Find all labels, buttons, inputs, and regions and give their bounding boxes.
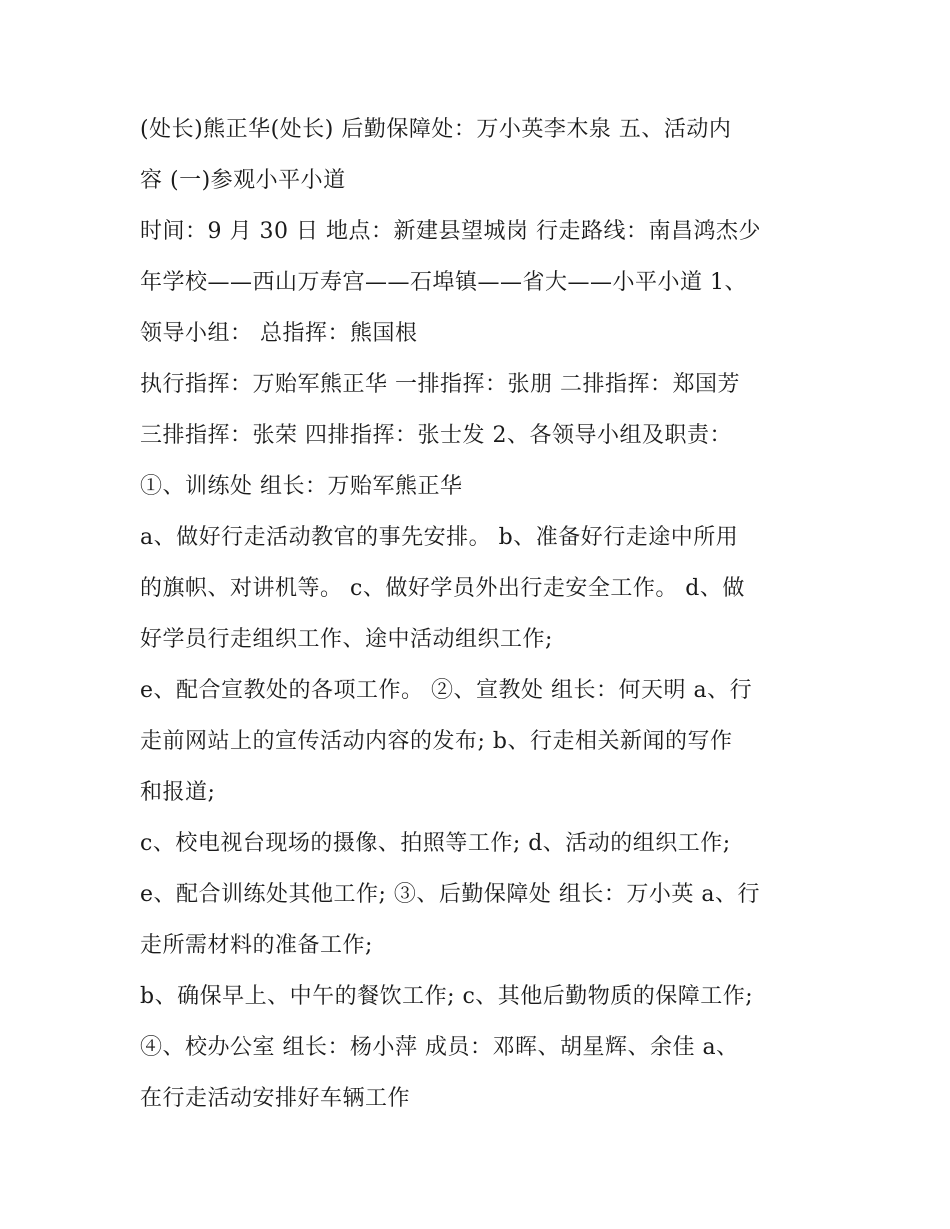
text-line: 和报道; [140, 780, 216, 805]
text-line: 好学员行走组织工作、途中活动组织工作; [140, 627, 553, 652]
document-body [140, 104, 820, 1124]
text-line: e、配合宣教处的各项工作。 ②、宣教处 组长：何天明 a、行 [140, 678, 753, 703]
text-line: 年学校——西山万寿宫——石埠镇——省大——小平小道 1、 [140, 270, 747, 295]
text-line: ④、校办公室 组长：杨小萍 成员：邓晖、胡星辉、余佳 a、 [140, 1035, 739, 1060]
text-line: (处长)熊正华(处长) 后勤保障处：万小英李木泉 五、活动内 [140, 117, 732, 142]
text-line: a、做好行走活动教官的事先安排。 b、准备好行走途中所用 [140, 525, 739, 550]
text-line: 走前网站上的宣传活动内容的发布; b、行走相关新闻的写作 [140, 729, 733, 754]
text-line: 时间：9 月 30 日 地点：新建县望城岗 行走路线：南昌鸿杰少 [140, 219, 761, 244]
text-line: 领导小组： 总指挥：熊国根 [140, 321, 418, 346]
text-line: 三排指挥：张荣 四排指挥：张士发 2、各领导小组及职责： [140, 423, 732, 448]
text-line: 在行走活动安排好车辆工作 [140, 1086, 411, 1111]
text-line: 容 (一)参观小平小道 [140, 168, 346, 193]
text-line: e、配合训练处其他工作; ③、后勤保障处 组长：万小英 a、行 [140, 882, 761, 907]
text-line: c、校电视台现场的摄像、拍照等工作; d、活动的组织工作; [140, 831, 731, 856]
text-line: ①、训练处 组长：万贻军熊正华 [140, 474, 463, 499]
text-line: b、确保早上、中午的餐饮工作; c、其他后勤物质的保障工作; [140, 984, 754, 1009]
text-line: 的旗帜、对讲机等。 c、做好学员外出行走安全工作。 d、做 [140, 576, 745, 601]
text-line: 走所需材料的准备工作; [140, 933, 373, 958]
text-line: 执行指挥：万贻军熊正华 一排指挥：张朋 二排指挥：郑国芳 [140, 372, 740, 397]
